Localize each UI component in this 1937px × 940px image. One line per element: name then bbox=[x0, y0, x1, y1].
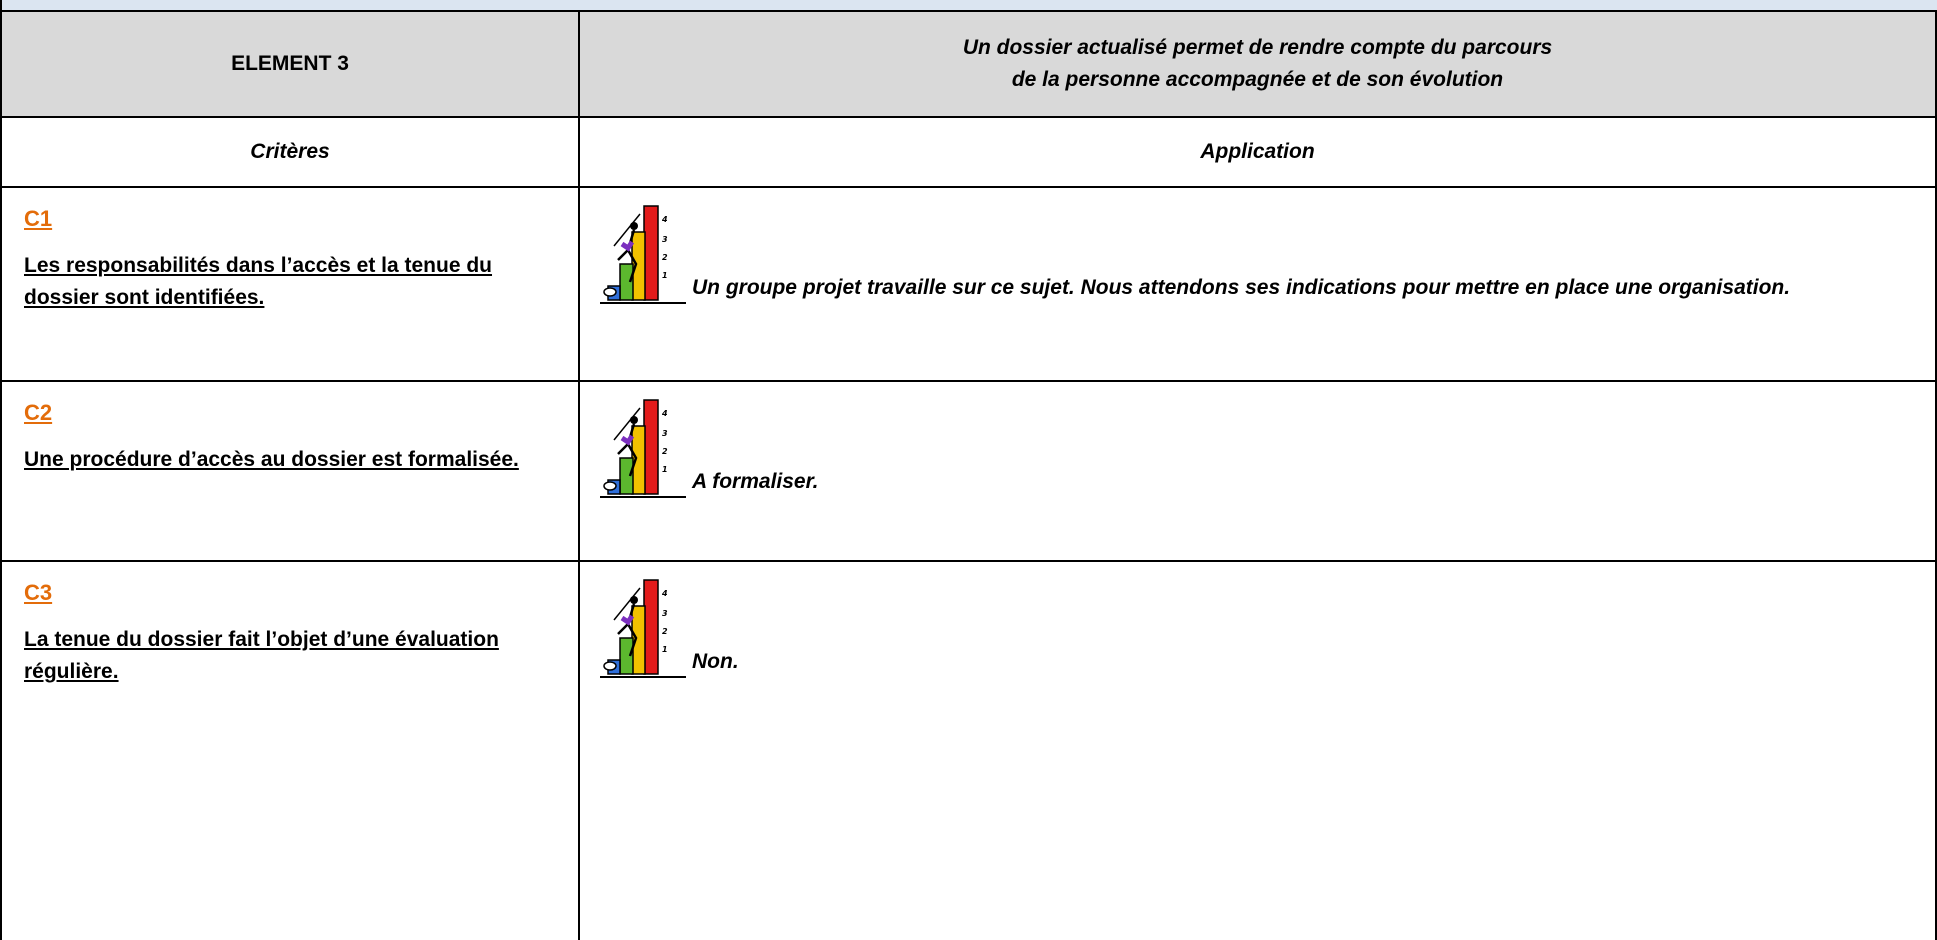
svg-text:3: 3 bbox=[662, 429, 668, 438]
application-text-block bbox=[600, 202, 1915, 304]
element-title-line2: de la personne accompagnée et de son évolution bbox=[1011, 68, 1504, 91]
application-text: Un groupe projet travaille sur ce sujet. Nous attendons ses indications pour mettre en place une organisation. bbox=[692, 276, 1791, 299]
svg-text:2: 2 bbox=[662, 447, 668, 456]
svg-text:4: 4 bbox=[662, 215, 668, 224]
evaluation-table bbox=[0, 10, 1937, 940]
climber-gauge-icon bbox=[600, 396, 686, 498]
svg-text:1: 1 bbox=[662, 465, 668, 474]
svg-text:4: 4 bbox=[662, 409, 668, 418]
top-band bbox=[0, 0, 1937, 10]
application-cell bbox=[579, 561, 1936, 940]
element-title bbox=[579, 11, 1936, 117]
svg-text:3: 3 bbox=[662, 235, 668, 244]
criterion-text[interactable]: Une procédure d’accès au dossier est formalisée. bbox=[24, 448, 519, 471]
column-header-application: Application bbox=[579, 117, 1936, 187]
criterion-text[interactable]: La tenue du dossier fait l’objet d’une évaluation régulière. bbox=[24, 628, 499, 683]
svg-text:4: 4 bbox=[662, 589, 668, 598]
criterion-cell bbox=[1, 561, 579, 940]
climber-gauge-icon bbox=[600, 576, 686, 678]
column-header-row bbox=[1, 117, 1936, 187]
criterion-text[interactable]: Les responsabilités dans l’accès et la tenue du dossier sont identifiées. bbox=[24, 254, 493, 309]
application-cell bbox=[579, 187, 1936, 381]
header-row bbox=[1, 11, 1936, 117]
criterion-code[interactable]: C2 bbox=[24, 400, 53, 425]
svg-text:3: 3 bbox=[662, 609, 668, 618]
criterion-row bbox=[1, 187, 1936, 381]
application-text: Non. bbox=[692, 650, 739, 673]
criterion-row bbox=[1, 561, 1936, 940]
element-label: ELEMENT 3 bbox=[1, 11, 579, 117]
application-text-block bbox=[600, 396, 1915, 498]
application-text: A formaliser. bbox=[692, 470, 819, 493]
criterion-cell bbox=[1, 187, 579, 381]
svg-text:2: 2 bbox=[662, 627, 668, 636]
criterion-code[interactable]: C1 bbox=[24, 206, 53, 231]
application-text-block bbox=[600, 576, 1915, 678]
criterion-cell bbox=[1, 381, 579, 561]
column-header-criteria: Critères bbox=[1, 117, 579, 187]
svg-text:2: 2 bbox=[662, 253, 668, 262]
application-cell bbox=[579, 381, 1936, 561]
criterion-row bbox=[1, 381, 1936, 561]
criterion-code[interactable]: C3 bbox=[24, 580, 53, 605]
svg-text:1: 1 bbox=[662, 645, 668, 654]
element-title-line1: Un dossier actualisé permet de rendre compte du parcours bbox=[962, 36, 1553, 59]
svg-text:1: 1 bbox=[662, 271, 668, 280]
climber-gauge-icon bbox=[600, 202, 686, 304]
